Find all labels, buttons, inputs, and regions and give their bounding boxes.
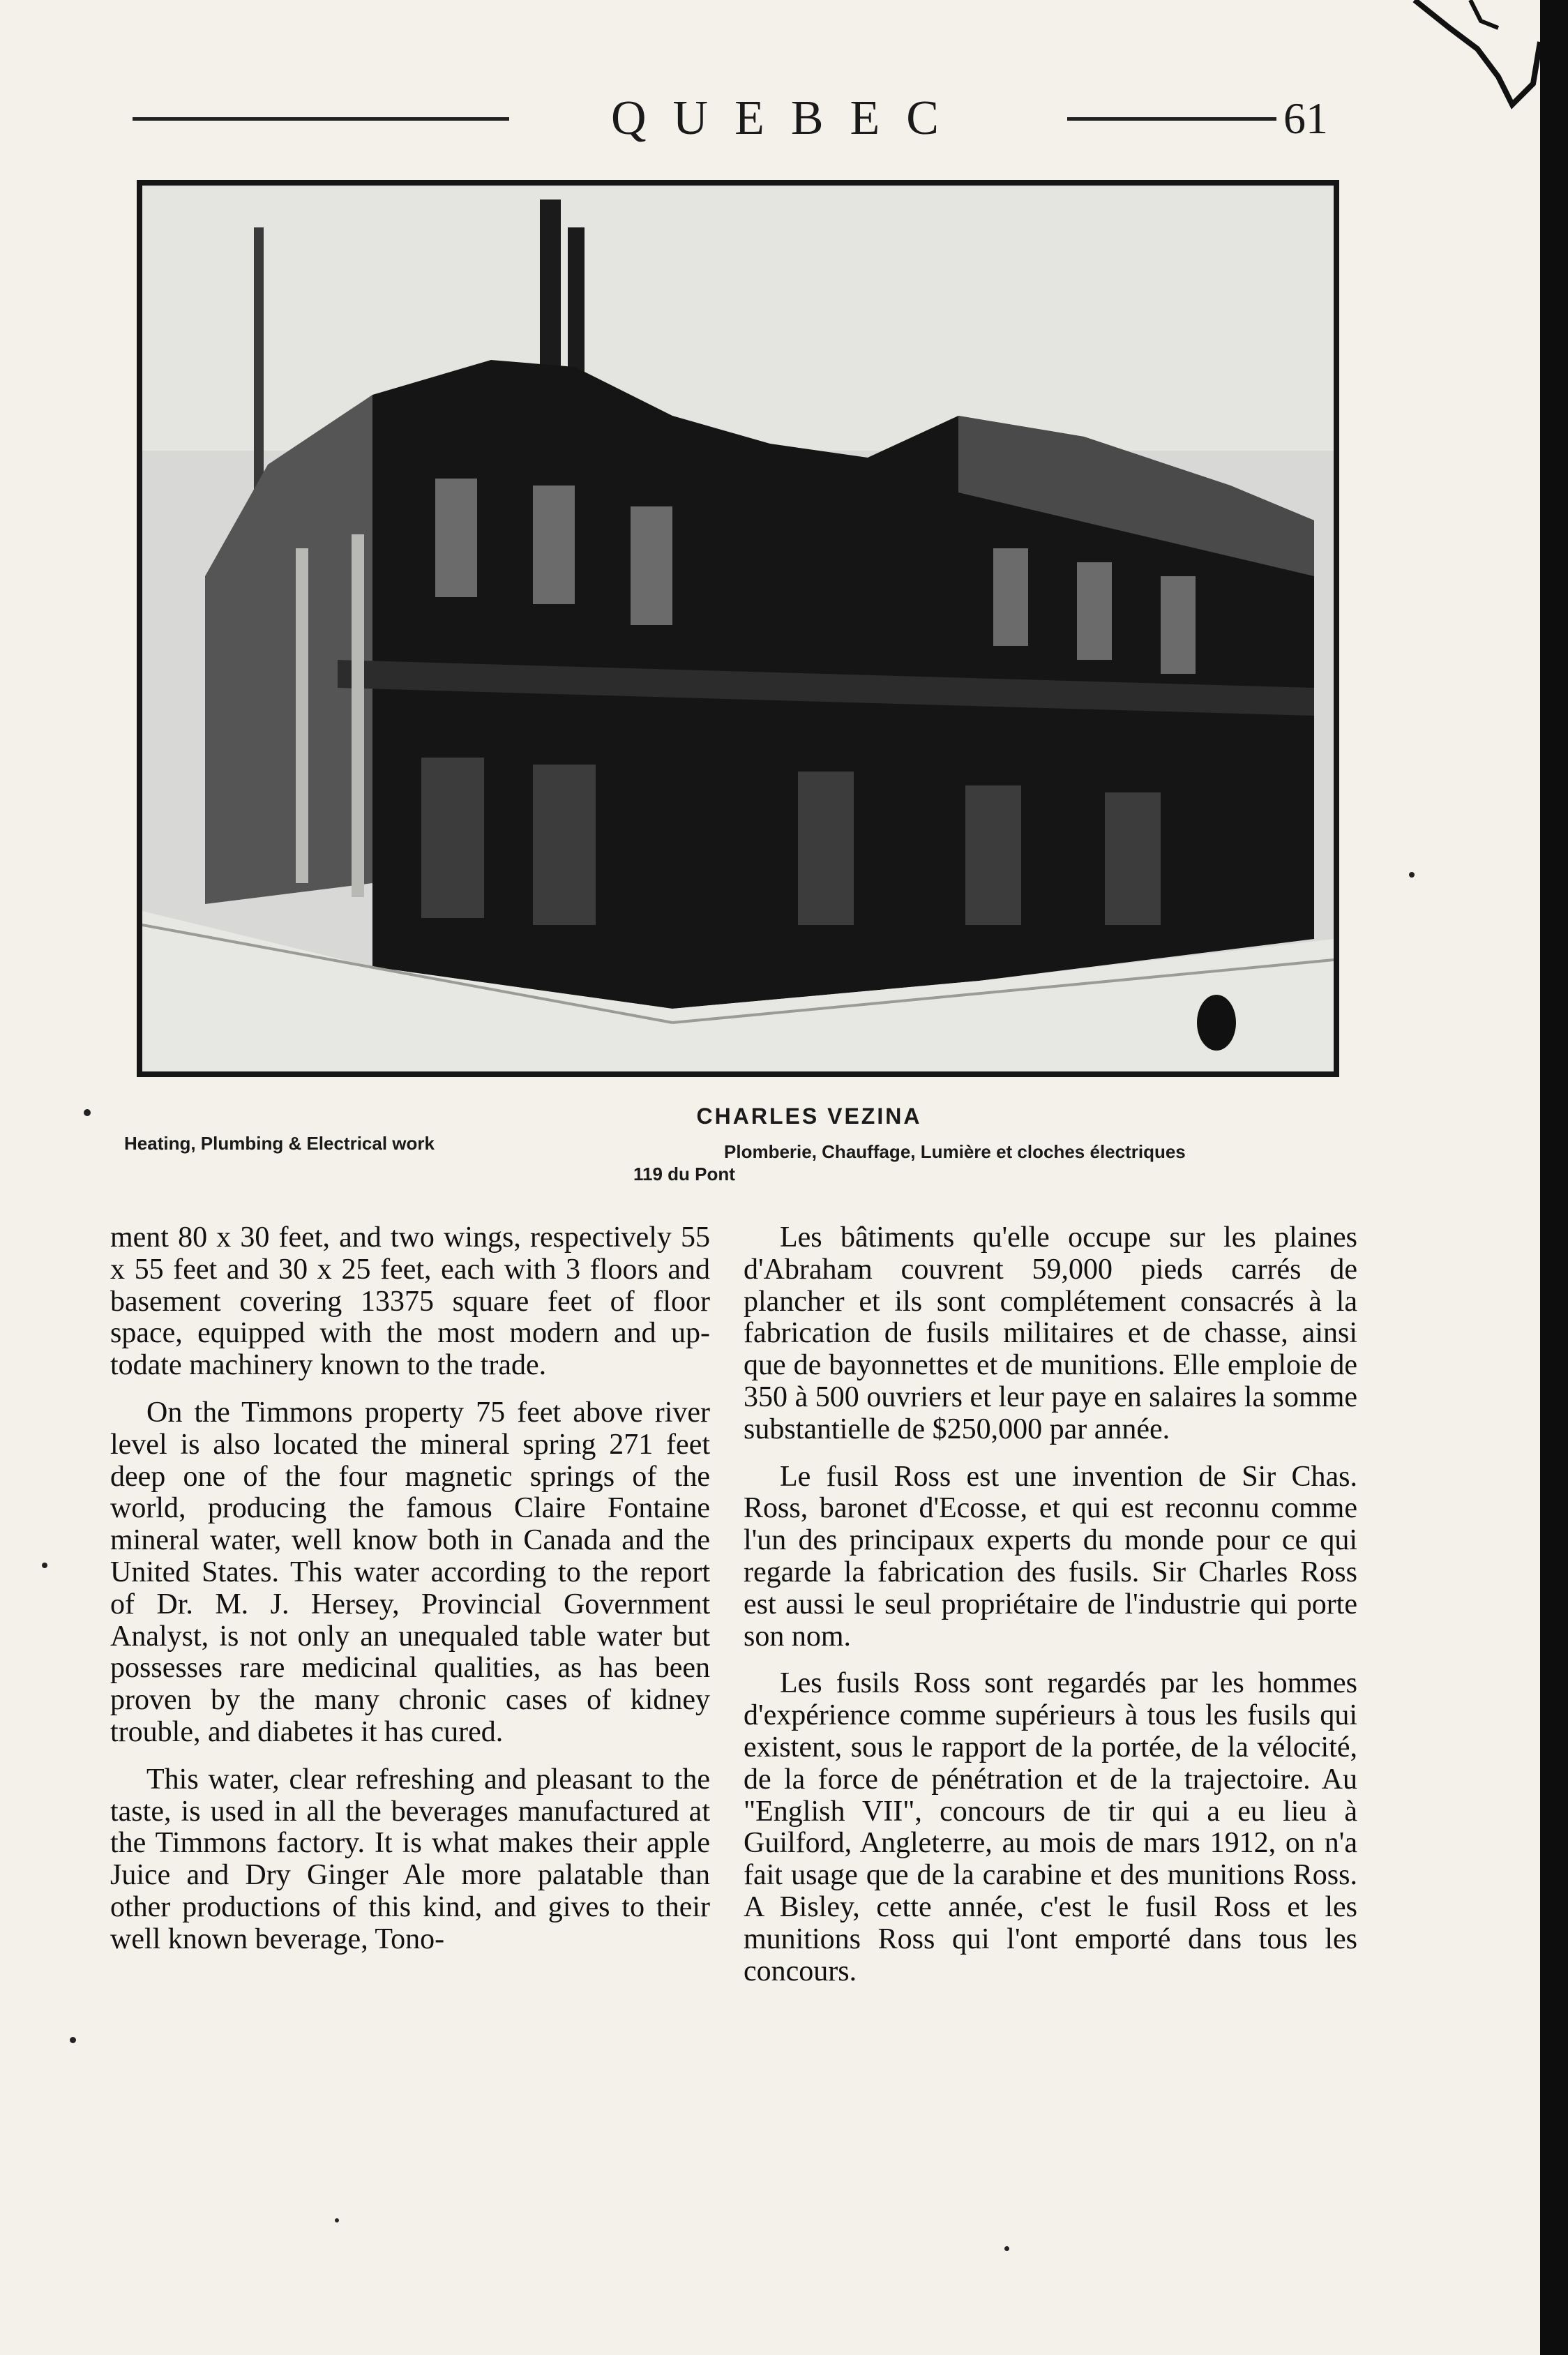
caption-address: 119 du Pont	[633, 1164, 735, 1184]
column-left	[110, 1222, 710, 1971]
paragraph: Les fusils Ross sont regardés par les hommes d'expérience comme supérieurs à tous les fusils qui existent, sous le rapport de la portée, de la vélocité, de la force de pénétration et de la trajectoire. Au "English VII", concours de tir qui a eu lieu à Guilford, Angleterre, au mois de mars 1912, on n'a fait usage que de la carabine et des munitions Ross. A Bisley, cette année, c'est le fusil Ross et les munitions Ross qui l'ont emporté dans tous les concours.	[744, 1667, 1357, 1987]
paragraph: ment 80 x 30 feet, and two wings, respectively 55 x 55 feet and 30 x 25 feet, each with 3 floors and basement covering 13375 square feet of floor space, equipped with the most modern and up-todate machinery known to the trade.	[110, 1221, 710, 1382]
scan-speck	[84, 1109, 91, 1116]
header-rule-right	[1067, 117, 1276, 121]
caption-french: Plomberie, Chauffage, Lumière et cloches électriques	[724, 1141, 1186, 1162]
paragraph: This water, clear refreshing and pleasant to the taste, is used in all the beverages manufactured at the Timmons factory. It is what makes their apple Juice and Dry Ginger Ale more palatable than other productions of this kind, and gives to their well known beverage, Tono-	[110, 1763, 710, 1955]
scan-speck	[42, 1563, 47, 1568]
building-illustration	[142, 186, 1334, 1071]
scan-speck	[1004, 2246, 1009, 2251]
scan-speck	[70, 2037, 76, 2043]
column-right	[744, 1222, 1357, 2003]
paragraph: Le fusil Ross est une invention de Sir Chas. Ross, baronet d'Ecosse, et qui est reconnu comme l'un des principaux experts du monde pour ce qui regarde la fabrication des fusils. Sir Charles Ross est aussi le seul propriétaire de l'industrie qui porte son nom.	[744, 1460, 1357, 1653]
header-rule-left	[133, 117, 509, 121]
building-photograph	[137, 180, 1339, 1077]
scan-speck	[1409, 872, 1415, 878]
caption-english: Heating, Plumbing & Electrical work	[124, 1133, 435, 1154]
caption-company-name: CHARLES VEZINA	[696, 1104, 922, 1129]
scan-speck	[335, 2218, 339, 2222]
paragraph: On the Timmons property 75 feet above river level is also located the mineral spring 271 feet deep one of the four magnetic springs of the world, producing the famous Claire Fontaine mineral water, well know both in Canada and the United States. This water according to the report of Dr. M. J. Hersey, Provincial Government Analyst, is not only an unequaled table water but possesses rare medicinal qualities, as has been proven by the many chronic cases of kidney trouble, and diabetes it has cured.	[110, 1396, 710, 1748]
page-number: 61	[1283, 93, 1328, 143]
paragraph: Les bâtiments qu'elle occupe sur les plaines d'Abraham couvrent 59,000 pieds carrés de plancher et ils sont complétement consacrés à la fabrication de fusils militaires et de chasse, ainsi que de bayonnettes et de munitions. Elle emploie de 350 à 500 ouvriers et leur paye en salaires la somme substantielle de $250,000 par année.	[744, 1221, 1357, 1445]
running-title: QUEBEC	[611, 91, 965, 145]
scan-edge-shadow	[1540, 0, 1568, 2355]
page-header	[133, 84, 1339, 153]
